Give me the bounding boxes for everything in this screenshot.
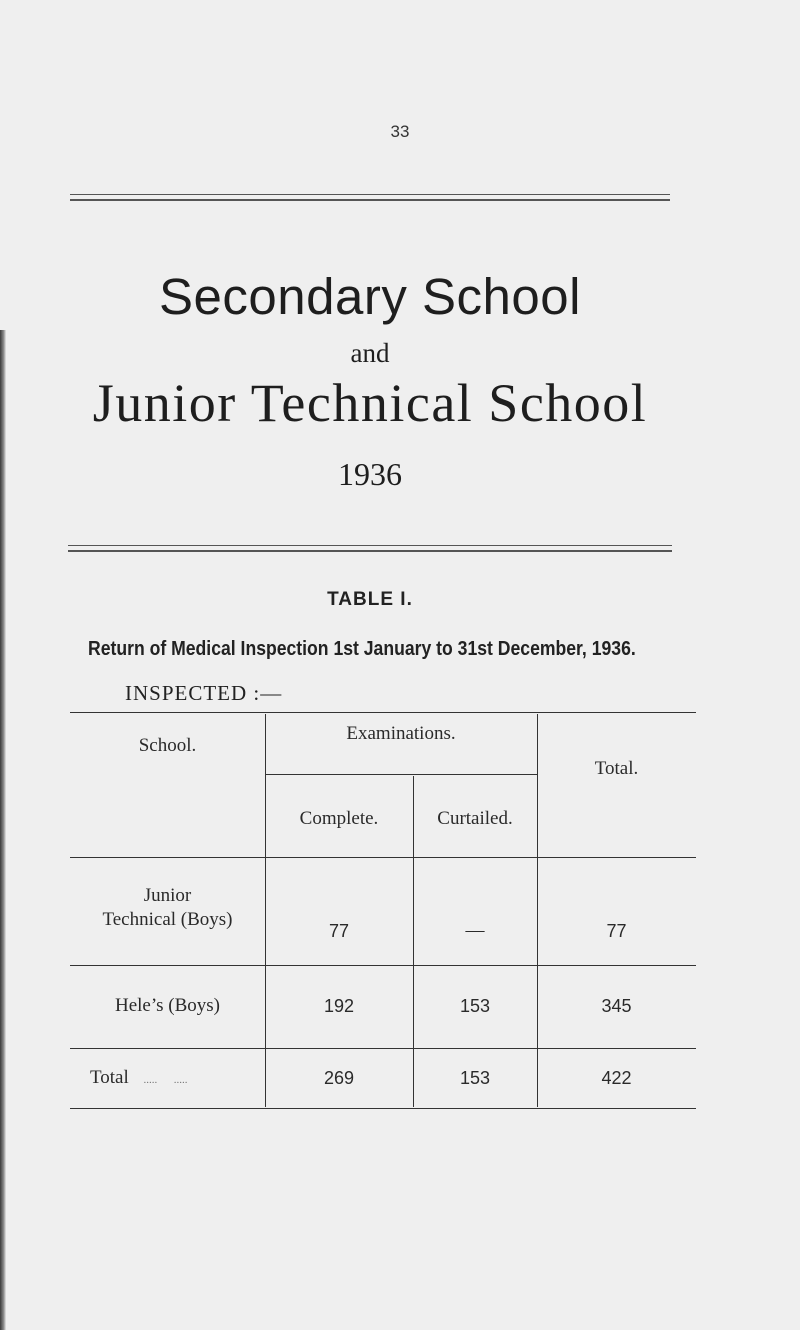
header-complete: Complete. [299, 808, 379, 829]
middle-double-rule [68, 545, 672, 552]
row1-school [70, 884, 265, 932]
table-rule-row2-bottom [70, 1048, 696, 1049]
row2-curtailed: 153 [459, 996, 491, 1016]
top-double-rule [70, 194, 670, 201]
row1-complete: 77 [328, 921, 350, 941]
row1-school-line1: Junior [143, 885, 192, 906]
title-junior-technical-school: Junior Technical School [92, 373, 648, 433]
title-secondary-school: Secondary School [159, 268, 581, 325]
header-curtailed: Curtailed. [437, 808, 513, 829]
table-subtitle: Return of Medical Inspection 1st January to 31st December, 1936. [88, 638, 636, 660]
title-and: and [350, 338, 390, 368]
row3-school-label: Total [90, 1067, 129, 1088]
row3-school [90, 1066, 265, 1092]
row3-leader-dots: ..... ..... [143, 1074, 188, 1086]
header-total: Total. [594, 758, 639, 779]
row3-total: 422 [601, 1068, 632, 1088]
row3-complete: 269 [323, 1068, 355, 1088]
header-examinations: Examinations. [346, 723, 456, 744]
title-year: 1936 [338, 456, 402, 492]
inspected-label: INSPECTED :— [125, 681, 283, 705]
table-col-rule-1 [265, 714, 266, 1107]
table-rule-bottom [70, 1108, 696, 1109]
row2-total: 345 [601, 996, 632, 1016]
table-rule-top [70, 712, 696, 713]
row1-total: 77 [606, 921, 627, 941]
row1-curtailed: — [465, 920, 485, 941]
row3-curtailed: 153 [459, 1068, 491, 1088]
page-number: 33 [390, 122, 410, 141]
table-rule-row1-bottom [70, 965, 696, 966]
row2-complete: 192 [323, 996, 355, 1016]
header-school: School. [138, 735, 197, 756]
table-rule-header-bottom [70, 857, 696, 858]
table-rule-exam-split [265, 774, 537, 775]
row2-school: Hele’s (Boys) [114, 995, 220, 1016]
row1-school-line2: Technical (Boys) [102, 909, 233, 930]
table-heading: TABLE I. [327, 589, 413, 610]
